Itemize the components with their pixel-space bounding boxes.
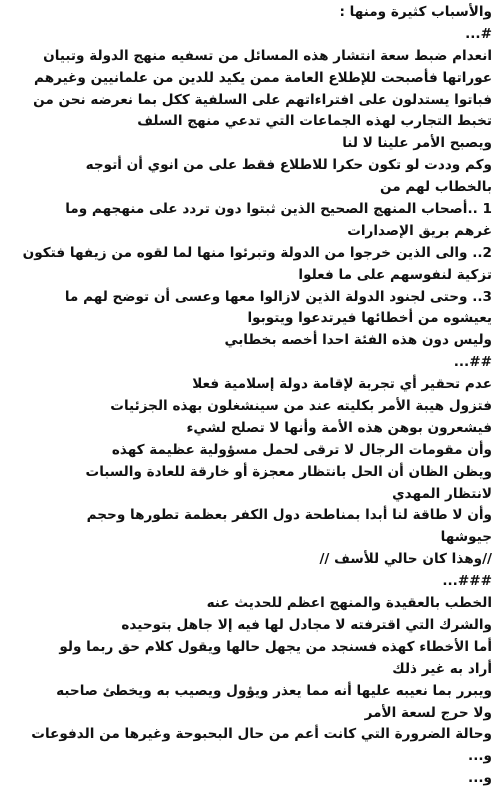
text-line: وأن مقومات الرجال لا ترقى لحمل مسؤولية عظيمة كهذه — [111, 441, 492, 458]
text-line: يعيشوه من أخطائها فيرتدعوا ويتوبوا — [247, 310, 492, 327]
text-line: أما الأخطاء كهذه فسنجد من يجهل حالها ويقول كلام حق ربما ولو — [59, 638, 492, 655]
text-line: عدم تحقير أي تجربة لإقامة دولة إسلامية فعلا — [192, 376, 492, 393]
text-line: والشرك التي اقترفته لا مجادل لها فيه إلا جاهل بتوحيده — [121, 616, 492, 633]
text-line: و... — [468, 770, 492, 787]
text-line: ويبرر بما نعيبه عليها أنه مما يعذر ويؤول ويصيب به ويخطئ صاحبه — [56, 682, 492, 699]
text-line: و... — [468, 748, 492, 765]
text-line: 1 ..أصحاب المنهج الصحيح الذين ثبتوا دون تردد على منهجهم وما — [65, 201, 492, 218]
text-line: ويصبح الأمر علينا لا لنا — [342, 135, 492, 152]
text-line: ##... — [453, 354, 492, 371]
text-line: جيوشها — [440, 529, 492, 546]
text-line: انعدام ضبط سعة انتشار هذه المسائل من تسفيه منهج الدولة وتبيان — [43, 47, 492, 64]
text-line: //وهذا كان حالي للأسف // — [319, 551, 492, 568]
text-line: تزكية لنفوسهم على ما فعلوا — [298, 266, 492, 283]
text-line: لانتظار المهدي — [392, 485, 492, 502]
text-line: والأسباب كثيرة ومنها : — [339, 4, 492, 20]
text-line: ###... — [442, 573, 492, 590]
text-line: وكم وددت لو تكون حكرا للاطلاع فقط على من انوي أن أتوجه — [85, 157, 492, 174]
text-line: 3.. وحتى لجنود الدولة الذين لازالوا معها وعسى أن توضح لهم ما — [64, 288, 492, 305]
text-line: فيشعرون بوهن هذه الأمة وأنها لا تصلح لشيء — [186, 419, 492, 436]
text-line: عوراتها فأصبحت للإطلاع العامة ممن يكيد للدين من علمانيين وغيرهم — [34, 69, 492, 86]
text-line: بالخطاب لهم من — [380, 179, 492, 196]
text-line: وحالة الضرورة التي كانت أعم من حال البحبوحة وغيرها من الدفوعات — [31, 726, 492, 743]
text-line: فباتوا يستدلون على افتراءاتهم على السلفية ككل بما نعرضه نحن من — [33, 91, 492, 108]
text-line: الخطب بالعقيدة والمنهج اعظم للحديث عنه — [206, 595, 492, 612]
text-line: 2.. والى الذين خرجوا من الدولة وتبرئوا منها لما لقوه من زيفها فتكون — [22, 244, 492, 261]
text-line: ويظن الظان أن الحل بانتظار معجزة أو خارقة للعادة والسبات — [85, 463, 492, 480]
text-line: تخبط التجارب لهذه الجماعات التي تدعي منهج السلف — [137, 113, 492, 130]
text-line: أراد به غير ذلك — [392, 660, 492, 677]
text-line: وليس دون هذه الفئة احدا أخصه بخطابي — [224, 332, 492, 349]
text-line: وأن لا طاقة لنا أبدا بمناطحة دول الكفر بعظمة تطورها وحجم — [86, 507, 492, 524]
text-line: فتزول هيبة الأمر بكليته عند من سينشغلون بهذه الجزئيات — [110, 398, 492, 415]
text-line: ولا حرج لسعة الأمر — [364, 704, 492, 721]
text-line: غرهم بريق الإصدارات — [347, 222, 492, 239]
text-line: #... — [465, 25, 492, 42]
